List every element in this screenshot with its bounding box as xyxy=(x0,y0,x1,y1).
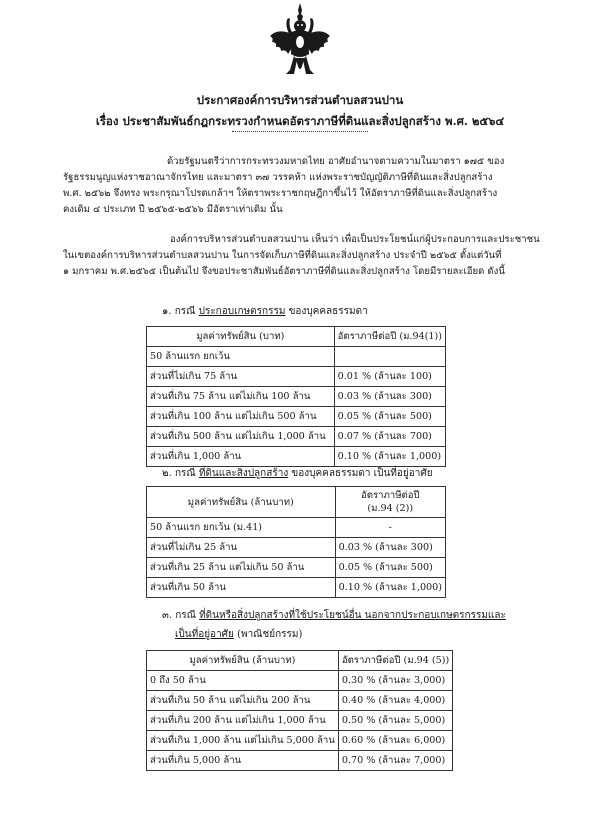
table-cell: 0.05 % (ล้านละ 500) xyxy=(335,558,445,578)
table-cell: 0 ถึง 50 ล้าน xyxy=(147,671,339,691)
table-row xyxy=(147,387,446,407)
table-cell: 0.03 % (ล้านละ 300) xyxy=(334,387,445,407)
table-cell: ส่วนที่เกิน 5,000 ล้าน xyxy=(147,751,339,771)
section-3-suffix: (พาณิชย์กรรม) xyxy=(233,629,303,640)
table-cell: ส่วนที่ไม่เกิน 75 ล้าน xyxy=(147,367,335,387)
section-3-heading xyxy=(162,608,506,623)
table-cell: 50 ล้านแรก ยกเว้น (ม.41) xyxy=(147,518,336,538)
table-header-row xyxy=(147,327,446,347)
table-header-cell: มูลค่าทรัพย์สิน (ล้านบาท) xyxy=(147,487,336,518)
table-row xyxy=(147,347,446,367)
table-cell: ส่วนที่เกิน 500 ล้าน แต่ไม่เกิน 1,000 ล้าน xyxy=(147,427,335,447)
table-cell: ส่วนที่เกิน 1,000 ล้าน xyxy=(147,447,335,467)
table-cell: 0.03 % (ล้านละ 300) xyxy=(335,538,445,558)
table-header-row xyxy=(147,651,453,671)
table-header-cell: อัตราภาษีต่อปี (ม.94(1)) xyxy=(334,327,445,347)
table-row xyxy=(147,578,446,598)
paragraph-purpose xyxy=(63,232,570,280)
table-cell: - xyxy=(335,518,445,538)
section-2-suffix: ของบุคคลธรรมดา เป็นที่อยู่อาศัย xyxy=(288,468,433,479)
table-header-row xyxy=(147,487,446,518)
table-cell: 0.70 % (ล้านละ 7,000) xyxy=(338,751,452,771)
section-1-prefix: ๑. กรณี xyxy=(162,306,199,317)
table-header-cell: มูลค่าทรัพย์สิน (บาท) xyxy=(147,327,335,347)
section-2-underlined: ที่ดินและสิ่งปลูกสร้าง xyxy=(198,468,289,479)
section-2-prefix: ๒. กรณี xyxy=(162,468,199,479)
table-cell: ส่วนที่เกิน 50 ล้าน xyxy=(147,578,336,598)
section-3-table xyxy=(146,650,453,771)
table-row xyxy=(147,558,446,578)
table-row xyxy=(147,538,446,558)
table-cell: 0.60 % (ล้านละ 6,000) xyxy=(338,731,452,751)
table-cell: 0.07 % (ล้านละ 700) xyxy=(334,427,445,447)
section-3-underlined-2: เป็นที่อยู่อาศัย xyxy=(175,629,234,640)
table-row xyxy=(147,731,453,751)
table-cell: 0.05 % (ล้านละ 500) xyxy=(334,407,445,427)
table-cell: 0.10 % (ล้านละ 1,000) xyxy=(334,447,445,467)
paragraph-line: ๑ มกราคม พ.ศ.๒๕๖๕ เป็นต้นไป จึงขอประชาสัมพันธ์อัตราภาษีที่ดินและสิ่งปลูกสร้าง โดยมีรายละเอียด ดังนี้ xyxy=(63,266,505,277)
table-header-cell: อัตราภาษีต่อปี (ม.94 (5)) xyxy=(338,651,452,671)
table-row xyxy=(147,691,453,711)
table-cell: 0.01 % (ล้านละ 100) xyxy=(334,367,445,387)
dotted-divider xyxy=(232,131,368,132)
section-2-table xyxy=(146,486,446,598)
paragraph-intro xyxy=(63,154,570,218)
table-row xyxy=(147,427,446,447)
section-2-heading xyxy=(162,466,433,481)
table-cell: ส่วนที่เกิน 100 ล้าน แต่ไม่เกิน 500 ล้าน xyxy=(147,407,335,427)
table-cell: ส่วนที่เกิน 75 ล้าน แต่ไม่เกิน 100 ล้าน xyxy=(147,387,335,407)
paragraph-line: องค์การบริหารส่วนตำบลสวนปาน เห็นว่า เพื่อเป็นประโยชน์แก่ผู้ประกอบการและประชาชน xyxy=(170,234,540,245)
table-row xyxy=(147,671,453,691)
table-cell: 0.10 % (ล้านละ 1,000) xyxy=(335,578,445,598)
table-cell: 0.50 % (ล้านละ 5,000) xyxy=(338,711,452,731)
table-cell: ส่วนที่เกิน 25 ล้าน แต่ไม่เกิน 50 ล้าน xyxy=(147,558,336,578)
announcement-title: ประกาศองค์การบริหารส่วนตำบลสวนปาน xyxy=(196,93,404,107)
section-3-prefix: ๓. กรณี xyxy=(162,610,200,621)
section-1-table xyxy=(146,326,446,467)
section-3-heading-line-2 xyxy=(175,627,302,642)
table-row xyxy=(147,407,446,427)
section-3-underlined: ที่ดินหรือสิ่งปลูกสร้างที่ใช้ประโยชน์อื่น นอกจากประกอบเกษตรกรรมและ xyxy=(199,610,506,621)
table-header-cell: มูลค่าทรัพย์สิน (ล้านบาท) xyxy=(147,651,339,671)
table-header-cell xyxy=(335,487,445,518)
table-row xyxy=(147,518,446,538)
table-row xyxy=(147,751,453,771)
garuda-emblem-icon xyxy=(268,2,332,82)
header-section-ref: (ม.94 (2)) xyxy=(367,503,414,514)
paragraph-line: รัฐธรรมนูญแห่งราชอาณาจักรไทย และมาตรา ๓๗ วรรคห้า แห่งพระราชบัญญัติภาษีที่ดินและสิ่งปลูกสร้าง xyxy=(63,172,493,183)
section-1-underlined: ประกอบเกษตรกรรม xyxy=(198,306,286,317)
table-cell xyxy=(334,347,445,367)
paragraph-line: ด้วยรัฐมนตรีว่าการกระทรวงมหาดไทย อาศัยอำนาจตามความในมาตรา ๑๗๕ ของ xyxy=(167,156,505,167)
section-1-heading xyxy=(162,304,368,319)
header-rate-label: อัตราภาษีต่อปี xyxy=(360,490,420,501)
table-cell: ส่วนที่เกิน 50 ล้าน แต่ไม่เกิน 200 ล้าน xyxy=(147,691,339,711)
table-cell: ส่วนที่เกิน 1,000 ล้าน แต่ไม่เกิน 5,000 ล้าน xyxy=(147,731,339,751)
table-row xyxy=(147,367,446,387)
paragraph-line: คงเดิม ๔ ประเภท ปี ๒๕๖๕-๒๕๖๖ มีอัตราเท่าเดิม นั้น xyxy=(63,204,283,215)
section-1-suffix: ของบุคคลธรรมดา xyxy=(285,306,368,317)
table-cell: 0.30 % (ล้านละ 3,000) xyxy=(338,671,452,691)
paragraph-line: ในเขตองค์การบริหารส่วนตำบลสวนปาน ในการจัดเก็บภาษีที่ดินและสิ่งปลูกสร้าง ประจำปี ๒๕๖๕ ตั้งแต่วันที่ xyxy=(63,250,502,261)
table-row xyxy=(147,711,453,731)
paragraph-line: พ.ศ. ๒๕๖๒ จึงทรง พระกรุณาโปรดเกล้าฯ ให้ตราพระราชกฤษฎีกาขึ้นไว้ ให้อัตราภาษีที่ดินและสิ่งปลูกสร้าง xyxy=(63,188,498,199)
announcement-subject: เรื่อง ประชาสัมพันธ์กฎกระทรวงกำหนดอัตราภาษีที่ดินและสิ่งปลูกสร้าง พ.ศ. ๒๕๖๔ xyxy=(95,114,505,128)
table-cell: 0.40 % (ล้านละ 4,000) xyxy=(338,691,452,711)
table-cell: ส่วนที่ไม่เกิน 25 ล้าน xyxy=(147,538,336,558)
table-row xyxy=(147,447,446,467)
table-cell: 50 ล้านแรก ยกเว้น xyxy=(147,347,335,367)
table-cell: ส่วนที่เกิน 200 ล้าน แต่ไม่เกิน 1,000 ล้าน xyxy=(147,711,339,731)
